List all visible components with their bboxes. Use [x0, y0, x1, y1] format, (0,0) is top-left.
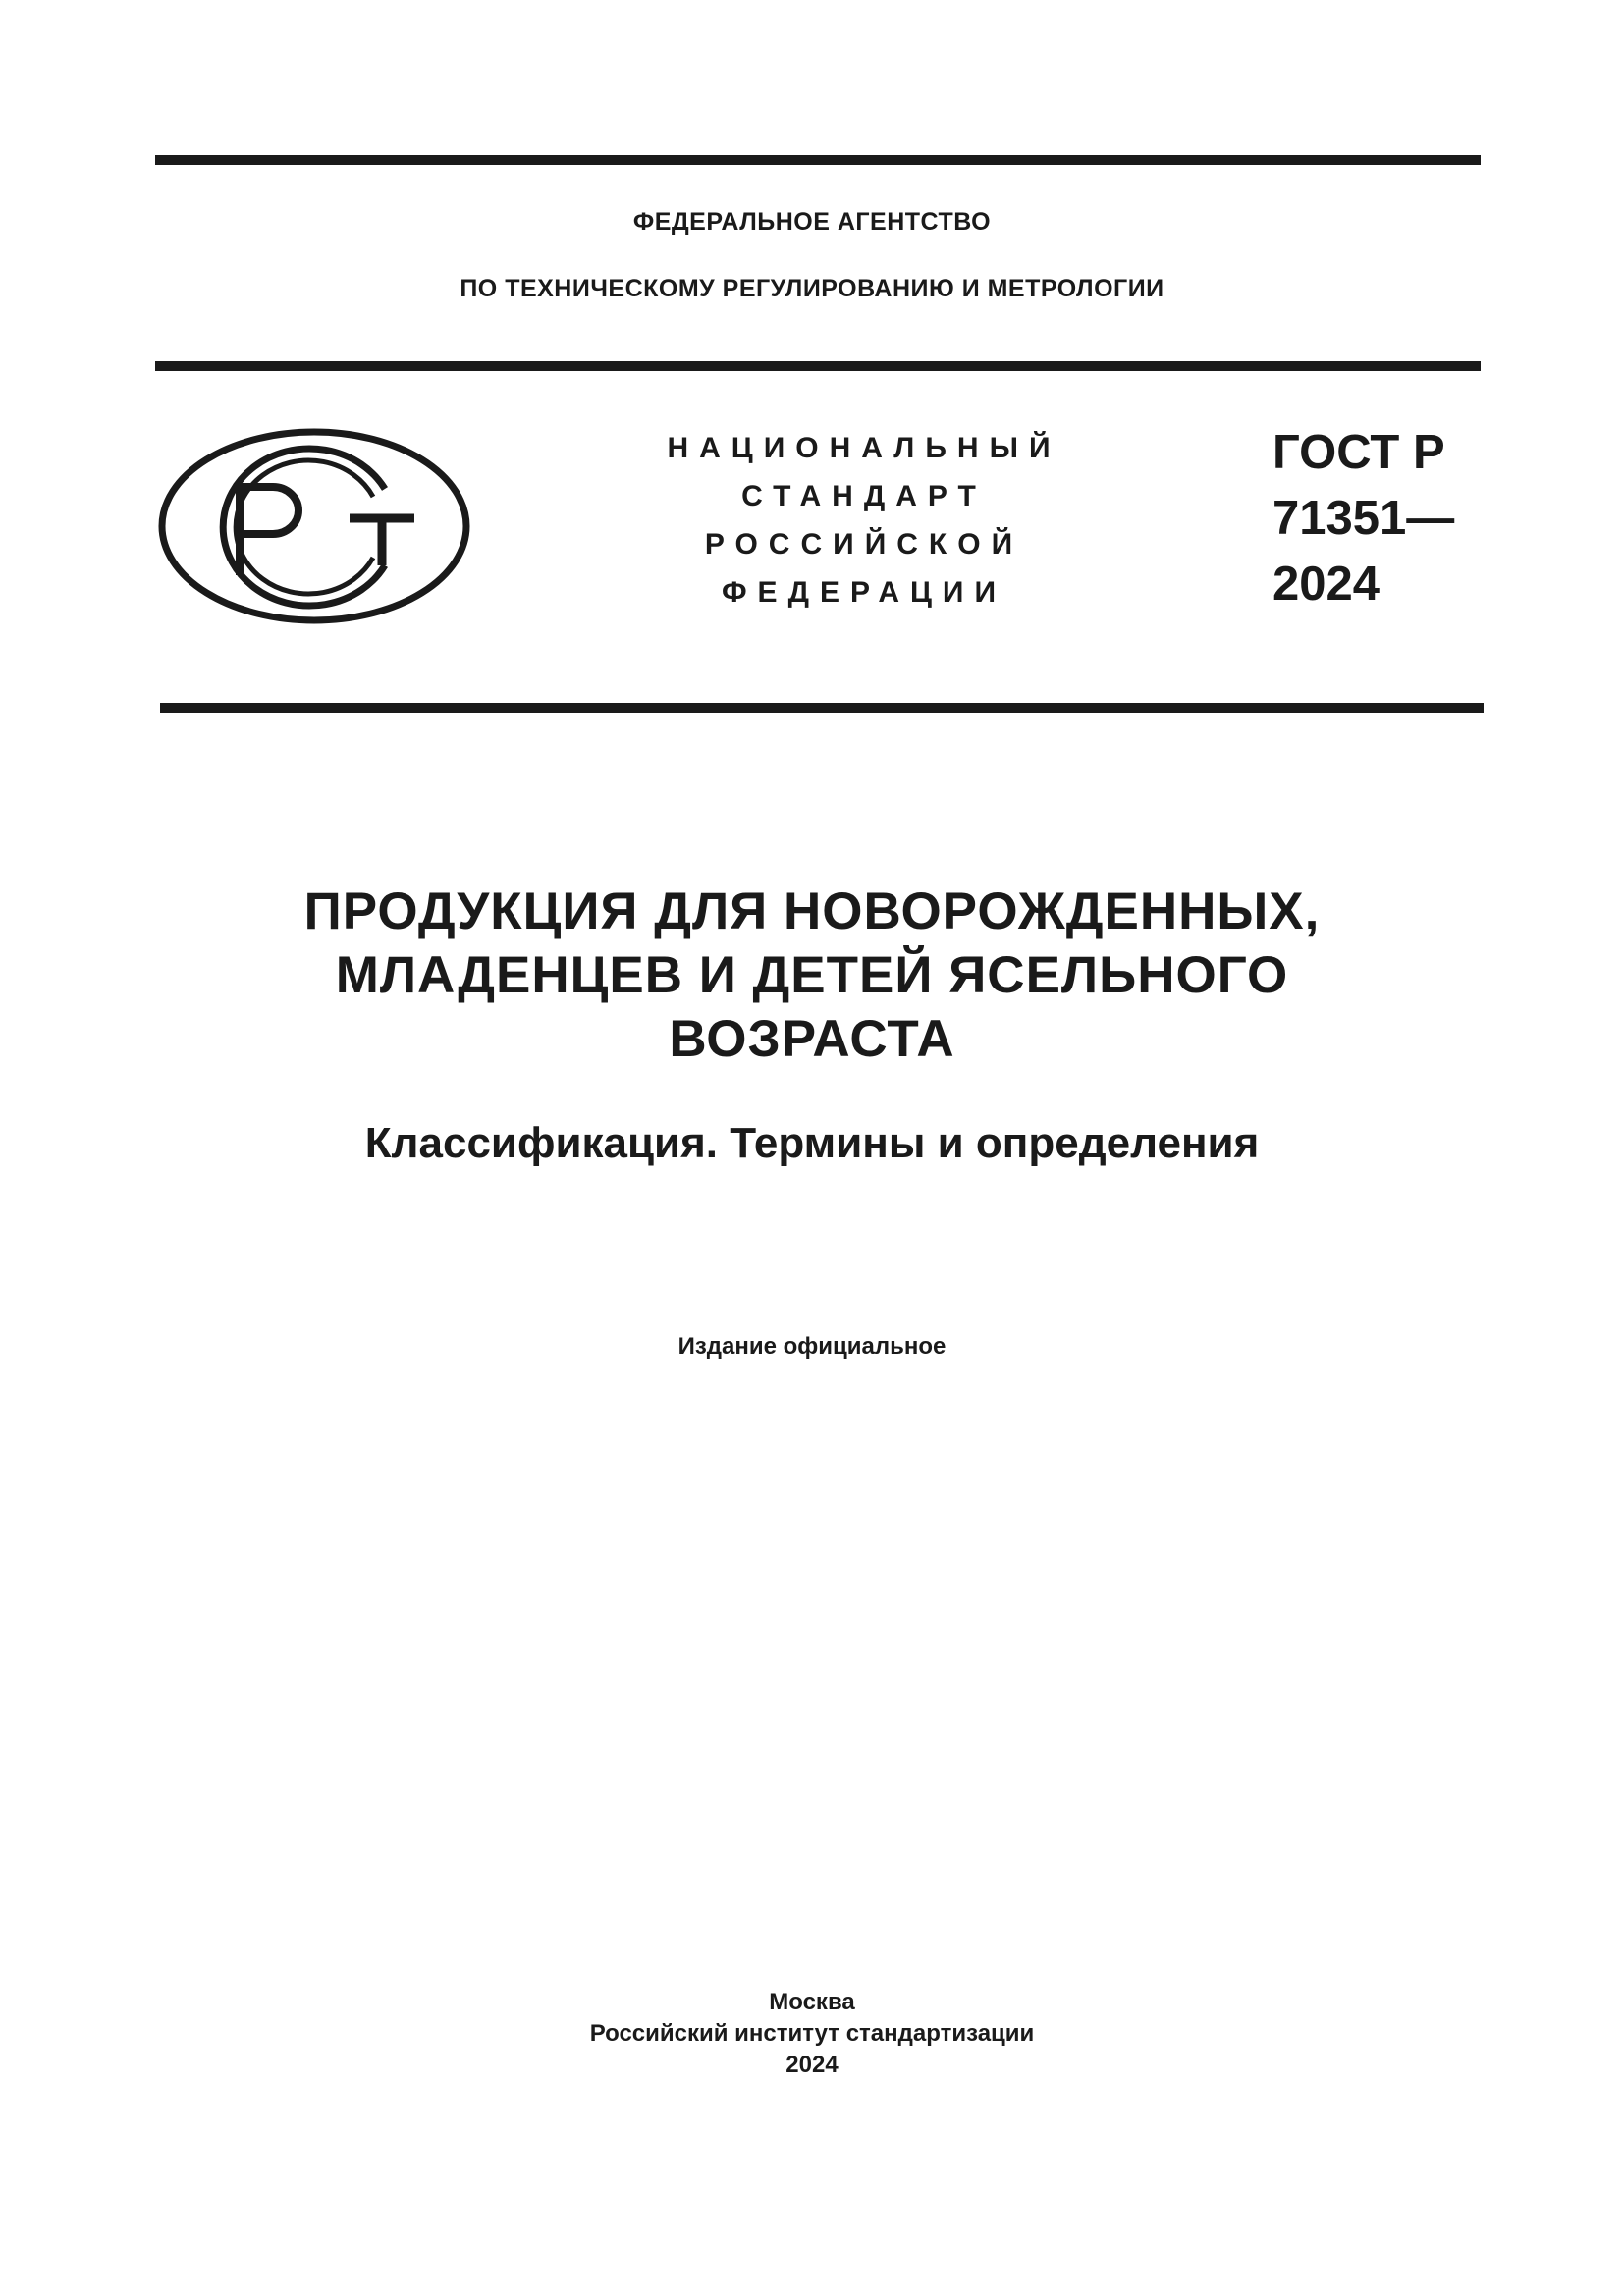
standard-code: [1272, 420, 1454, 617]
standard-code-line2: 71351—: [1272, 492, 1455, 545]
document-title-line3: ВОЗРАСТА: [669, 1010, 955, 1068]
document-title: [0, 880, 1624, 1071]
header-divider: [155, 361, 1481, 371]
top-divider: [155, 155, 1481, 165]
national-standard-line3: РОССИЙСКОЙ: [704, 528, 1024, 561]
imprint-year: 2024: [785, 2052, 839, 2078]
standard-code-line3: 2024: [1272, 558, 1380, 611]
imprint: [0, 1987, 1624, 2081]
agency-name-line2: ПО ТЕХНИЧЕСКОМУ РЕГУЛИРОВАНИЮ И МЕТРОЛОГИИ: [460, 275, 1164, 302]
imprint-city: Москва: [769, 1989, 855, 2015]
standard-code-line1: ГОСТ Р: [1272, 426, 1445, 479]
edition-label: Издание официальное: [677, 1333, 947, 1360]
document-title-line2: МЛАДЕНЦЕВ И ДЕТЕЙ ЯСЕЛЬНОГО: [335, 946, 1289, 1004]
document-subtitle: Классификация. Термины и определения: [364, 1119, 1260, 1167]
document-title-line1: ПРОДУКЦИЯ ДЛЯ НОВОРОЖДЕННЫХ,: [303, 882, 1321, 940]
national-standard-line2: СТАНДАРТ: [741, 480, 987, 512]
national-standard-line1: НАЦИОНАЛЬНЫЙ: [667, 432, 1061, 464]
agency-name-line1: ФЕДЕРАЛЬНОЕ АГЕНТСТВО: [632, 208, 992, 236]
imprint-publisher: Российский институт стандартизации: [589, 2020, 1035, 2047]
national-standard-label: [638, 424, 1090, 616]
national-standard-line4: ФЕДЕРАЦИИ: [721, 576, 1007, 609]
title-divider: [160, 703, 1484, 713]
rst-certification-mark-icon: [157, 428, 471, 624]
